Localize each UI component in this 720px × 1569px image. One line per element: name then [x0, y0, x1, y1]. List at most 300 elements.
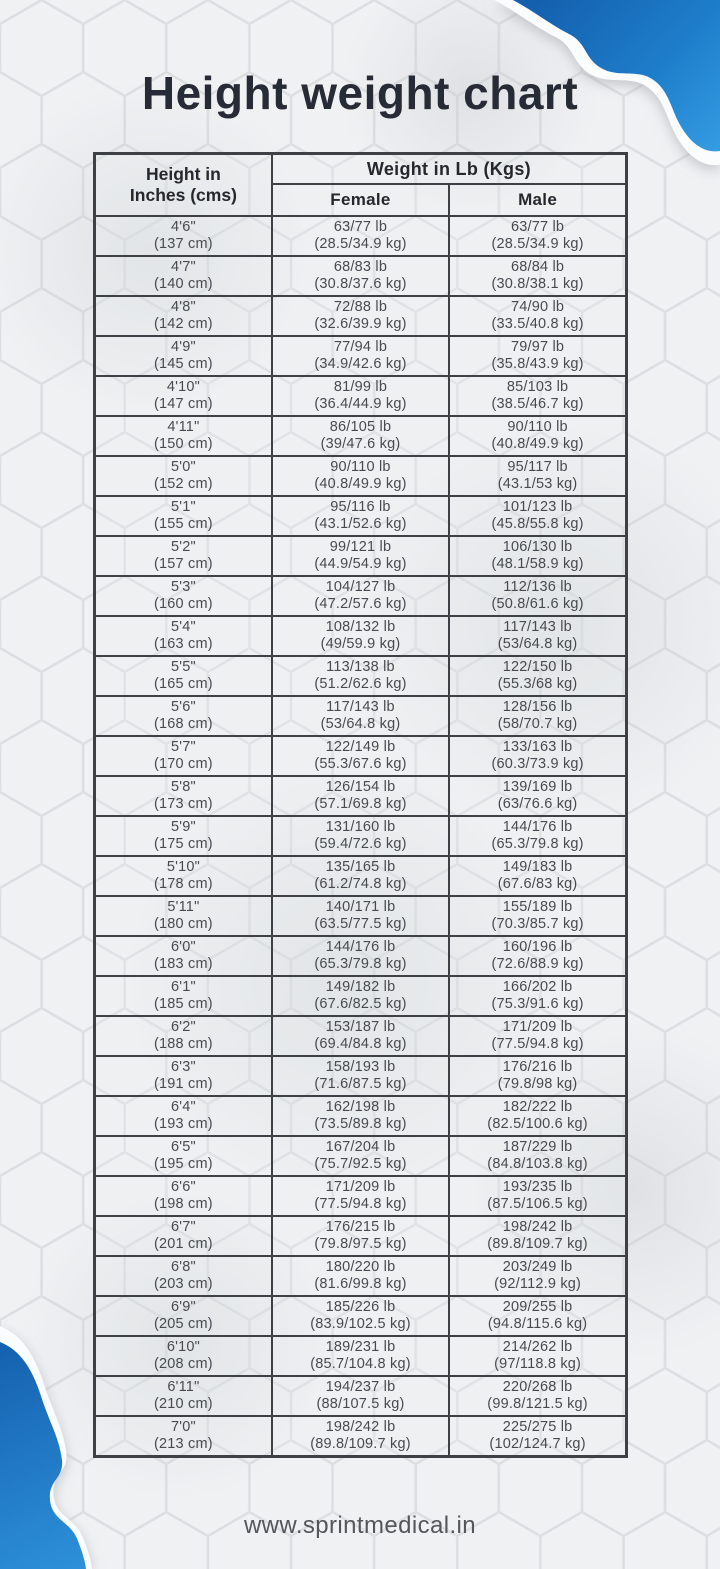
table-row [95, 976, 627, 1016]
height-weight-table [93, 152, 628, 1458]
height-cell-primary: 5'6" [170, 699, 196, 715]
female-weight-cell-secondary: (85.7/104.8 kg) [310, 1356, 411, 1372]
female-weight-cell [272, 936, 449, 976]
female-weight-cell-secondary: (88/107.5 kg) [316, 1396, 405, 1412]
height-cell [95, 296, 272, 336]
male-weight-cell [449, 1416, 626, 1457]
male-weight-cell-secondary: (94.8/115.6 kg) [487, 1316, 588, 1332]
female-weight-cell-primary: 185/226 lb [325, 1299, 396, 1315]
height-cell [95, 536, 272, 576]
female-weight-cell [272, 456, 449, 496]
female-weight-cell [272, 1176, 449, 1216]
table-row [95, 776, 627, 816]
male-weight-cell-primary: 203/249 lb [502, 1259, 573, 1275]
female-weight-cell-secondary: (63.5/77.5 kg) [314, 916, 407, 932]
male-weight-cell [449, 1056, 626, 1096]
female-weight-cell-secondary: (57.1/69.8 kg) [314, 796, 407, 812]
female-weight-cell [272, 816, 449, 856]
male-weight-cell-secondary: (89.8/109.7 kg) [487, 1236, 588, 1252]
height-cell [95, 1416, 272, 1457]
height-cell-primary: 6'6" [170, 1179, 196, 1195]
height-cell [95, 1376, 272, 1416]
height-cell-secondary: (168 cm) [154, 716, 213, 732]
table-row [95, 856, 627, 896]
male-weight-cell-primary: 128/156 lb [502, 699, 573, 715]
female-weight-cell [272, 896, 449, 936]
height-cell [95, 1256, 272, 1296]
male-weight-cell [449, 736, 626, 776]
height-cell-secondary: (152 cm) [154, 476, 213, 492]
male-weight-cell-primary: 176/216 lb [502, 1059, 573, 1075]
height-cell-primary: 5'4" [170, 619, 196, 635]
female-weight-cell-secondary: (71.6/87.5 kg) [314, 1076, 407, 1092]
height-cell [95, 1096, 272, 1136]
female-weight-cell-primary: 99/121 lb [329, 539, 392, 555]
table-row [95, 1336, 627, 1376]
height-cell-secondary: (137 cm) [154, 236, 213, 252]
female-weight-cell-secondary: (79.8/97.5 kg) [314, 1236, 407, 1252]
height-cell-primary: 4'10" [166, 379, 200, 395]
table-row [95, 1016, 627, 1056]
female-weight-cell [272, 536, 449, 576]
height-cell-secondary: (175 cm) [154, 836, 213, 852]
height-cell-secondary: (178 cm) [154, 876, 213, 892]
female-weight-cell-primary: 158/193 lb [325, 1059, 396, 1075]
female-weight-cell-primary: 176/215 lb [325, 1219, 396, 1235]
female-weight-cell-primary: 140/171 lb [325, 899, 396, 915]
male-weight-cell [449, 1296, 626, 1336]
male-weight-cell-primary: 193/235 lb [502, 1179, 573, 1195]
male-weight-cell-secondary: (84.8/103.8 kg) [487, 1156, 588, 1172]
female-weight-cell-secondary: (73.5/89.8 kg) [314, 1116, 407, 1132]
female-weight-cell-secondary: (39/47.6 kg) [320, 436, 401, 452]
male-weight-cell-secondary: (30.8/38.1 kg) [491, 276, 584, 292]
height-cell [95, 336, 272, 376]
female-weight-cell-primary: 126/154 lb [325, 779, 396, 795]
height-cell-secondary: (203 cm) [154, 1276, 213, 1292]
male-weight-cell-secondary: (28.5/34.9 kg) [491, 236, 584, 252]
height-cell-secondary: (201 cm) [154, 1236, 213, 1252]
male-weight-cell-primary: 139/169 lb [502, 779, 573, 795]
height-cell-primary: 6'8" [170, 1259, 196, 1275]
website-url: www.sprintmedical.in [243, 1512, 477, 1539]
table-row [95, 576, 627, 616]
male-weight-cell [449, 1096, 626, 1136]
male-weight-cell-secondary: (53/64.8 kg) [497, 636, 578, 652]
male-weight-cell-secondary: (77.5/94.8 kg) [491, 1036, 584, 1052]
male-weight-cell [449, 1336, 626, 1376]
male-weight-cell [449, 856, 626, 896]
page-title: Height weight chart [141, 67, 579, 119]
table-row [95, 416, 627, 456]
male-weight-cell [449, 896, 626, 936]
table-row [95, 1056, 627, 1096]
height-cell-secondary: (160 cm) [154, 596, 213, 612]
height-cell [95, 416, 272, 456]
male-weight-cell [449, 656, 626, 696]
height-cell-primary: 5'9" [170, 819, 196, 835]
male-weight-cell-primary: 122/150 lb [502, 659, 573, 675]
height-cell-secondary: (170 cm) [154, 756, 213, 772]
male-weight-cell [449, 576, 626, 616]
height-cell [95, 496, 272, 536]
height-cell-secondary: (150 cm) [154, 436, 213, 452]
male-weight-cell-secondary: (63/76.6 kg) [497, 796, 578, 812]
height-cell [95, 1056, 272, 1096]
table-row [95, 1176, 627, 1216]
male-weight-cell-secondary: (43.1/53 kg) [497, 476, 578, 492]
table-row [95, 1136, 627, 1176]
table-row [95, 536, 627, 576]
male-weight-cell [449, 1176, 626, 1216]
female-weight-cell-primary: 194/237 lb [325, 1379, 396, 1395]
height-cell-primary: 5'8" [170, 779, 196, 795]
male-weight-cell-primary: 85/103 lb [506, 379, 569, 395]
male-column-header: Male [449, 184, 626, 216]
female-weight-cell-secondary: (51.2/62.6 kg) [314, 676, 407, 692]
height-cell-primary: 6'7" [170, 1219, 196, 1235]
male-weight-cell-secondary: (33.5/40.8 kg) [491, 316, 584, 332]
female-weight-cell [272, 576, 449, 616]
male-weight-cell [449, 256, 626, 296]
table-row [95, 216, 627, 256]
male-weight-cell [449, 496, 626, 536]
male-weight-cell-secondary: (97/118.8 kg) [494, 1356, 582, 1372]
height-cell-secondary: (183 cm) [154, 956, 213, 972]
male-weight-cell-secondary: (82.5/100.6 kg) [487, 1116, 588, 1132]
female-weight-cell-secondary: (59.4/72.6 kg) [314, 836, 407, 852]
male-weight-cell-primary: 160/196 lb [502, 939, 573, 955]
height-cell [95, 976, 272, 1016]
female-weight-cell [272, 1216, 449, 1256]
height-cell-secondary: (180 cm) [154, 916, 213, 932]
height-cell [95, 656, 272, 696]
height-cell [95, 936, 272, 976]
table-row [95, 696, 627, 736]
female-weight-cell-secondary: (65.3/79.8 kg) [314, 956, 407, 972]
height-cell [95, 1296, 272, 1336]
male-weight-cell [449, 536, 626, 576]
height-cell [95, 1176, 272, 1216]
male-weight-cell-primary: 63/77 lb [510, 219, 565, 235]
male-weight-cell [449, 616, 626, 656]
female-weight-cell [272, 216, 449, 256]
height-cell [95, 216, 272, 256]
male-weight-cell-primary: 220/268 lb [502, 1379, 573, 1395]
height-cell-primary: 6'4" [170, 1099, 196, 1115]
female-weight-cell [272, 696, 449, 736]
height-cell [95, 456, 272, 496]
height-cell-primary: 6'3" [170, 1059, 196, 1075]
height-cell-primary: 5'1" [170, 499, 196, 515]
female-weight-cell-secondary: (77.5/94.8 kg) [314, 1196, 407, 1212]
female-weight-cell [272, 336, 449, 376]
female-weight-cell [272, 976, 449, 1016]
male-weight-cell-secondary: (45.8/55.8 kg) [491, 516, 584, 532]
table-row [95, 456, 627, 496]
height-cell-secondary: (165 cm) [154, 676, 213, 692]
male-weight-cell [449, 336, 626, 376]
female-weight-cell-secondary: (75.7/92.5 kg) [314, 1156, 407, 1172]
female-weight-cell [272, 376, 449, 416]
male-weight-cell-secondary: (92/112.9 kg) [494, 1276, 582, 1292]
female-weight-cell-secondary: (83.9/102.5 kg) [310, 1316, 411, 1332]
female-weight-cell-secondary: (69.4/84.8 kg) [314, 1036, 407, 1052]
height-cell-primary: 5'5" [170, 659, 196, 675]
female-weight-cell-primary: 81/99 lb [333, 379, 388, 395]
weight-group-header: Weight in Lb (Kgs) [272, 154, 627, 185]
height-cell-secondary: (140 cm) [154, 276, 213, 292]
height-cell [95, 816, 272, 856]
height-cell [95, 696, 272, 736]
male-weight-cell-primary: 90/110 lb [507, 419, 568, 435]
height-cell-primary: 5'0" [170, 459, 196, 475]
height-cell [95, 896, 272, 936]
male-weight-cell-primary: 214/262 lb [502, 1339, 573, 1355]
male-weight-cell-secondary: (72.6/88.9 kg) [491, 956, 584, 972]
male-weight-cell-primary: 79/97 lb [510, 339, 565, 355]
female-weight-cell [272, 1336, 449, 1376]
female-weight-cell [272, 1296, 449, 1336]
height-cell-secondary: (147 cm) [154, 396, 213, 412]
height-cell [95, 1016, 272, 1056]
height-cell-secondary: (145 cm) [154, 356, 213, 372]
male-weight-cell-secondary: (38.5/46.7 kg) [491, 396, 584, 412]
height-cell-secondary: (213 cm) [154, 1436, 213, 1452]
female-weight-cell-primary: 72/88 lb [333, 299, 388, 315]
male-weight-cell-primary: 225/275 lb [502, 1419, 573, 1435]
table-row [95, 656, 627, 696]
height-cell-secondary: (205 cm) [154, 1316, 213, 1332]
height-column-header-line2: Inches (cms) [129, 185, 237, 205]
female-weight-cell-primary: 135/165 lb [325, 859, 396, 875]
female-weight-cell [272, 856, 449, 896]
female-weight-cell [272, 1096, 449, 1136]
height-cell-primary: 5'7" [170, 739, 196, 755]
male-weight-cell [449, 1016, 626, 1056]
female-weight-cell-primary: 95/116 lb [330, 499, 391, 515]
height-column-header [95, 154, 272, 217]
male-weight-cell [449, 1136, 626, 1176]
male-weight-cell-secondary: (67.6/83 kg) [497, 876, 578, 892]
table-header [95, 154, 627, 217]
height-cell-secondary: (193 cm) [154, 1116, 213, 1132]
male-weight-cell-secondary: (75.3/91.6 kg) [491, 996, 584, 1012]
female-column-header: Female [272, 184, 449, 216]
female-weight-cell [272, 776, 449, 816]
height-cell-primary: 4'7" [170, 259, 196, 275]
height-cell-secondary: (210 cm) [154, 1396, 213, 1412]
female-weight-cell [272, 656, 449, 696]
male-weight-cell [449, 1216, 626, 1256]
height-column-header-line1: Height in [145, 164, 221, 184]
female-weight-cell [272, 256, 449, 296]
female-weight-cell [272, 1056, 449, 1096]
female-weight-cell [272, 1256, 449, 1296]
male-weight-cell-secondary: (65.3/79.8 kg) [491, 836, 584, 852]
height-cell [95, 576, 272, 616]
female-weight-cell-secondary: (28.5/34.9 kg) [314, 236, 407, 252]
male-weight-cell-primary: 209/255 lb [502, 1299, 573, 1315]
female-weight-cell-primary: 122/149 lb [325, 739, 396, 755]
male-weight-cell [449, 376, 626, 416]
male-weight-cell-secondary: (58/70.7 kg) [497, 716, 578, 732]
height-cell-secondary: (157 cm) [154, 556, 213, 572]
male-weight-cell [449, 1256, 626, 1296]
female-weight-cell-primary: 117/143 lb [326, 699, 395, 715]
female-weight-cell [272, 416, 449, 456]
male-weight-cell-secondary: (70.3/85.7 kg) [491, 916, 584, 932]
height-cell-secondary: (163 cm) [154, 636, 213, 652]
height-cell-primary: 4'8" [170, 299, 196, 315]
male-weight-cell-primary: 166/202 lb [502, 979, 573, 995]
male-weight-cell [449, 416, 626, 456]
height-cell [95, 1216, 272, 1256]
male-weight-cell-primary: 74/90 lb [510, 299, 565, 315]
female-weight-cell-secondary: (81.6/99.8 kg) [314, 1276, 407, 1292]
height-cell-primary: 4'11" [167, 419, 200, 435]
male-weight-cell-secondary: (55.3/68 kg) [497, 676, 578, 692]
height-cell-primary: 4'6" [170, 219, 196, 235]
height-cell-secondary: (188 cm) [154, 1036, 213, 1052]
table-row [95, 736, 627, 776]
table-row [95, 896, 627, 936]
female-weight-cell-primary: 90/110 lb [330, 459, 391, 475]
female-weight-cell [272, 1136, 449, 1176]
male-weight-cell [449, 1376, 626, 1416]
male-weight-cell-primary: 187/229 lb [502, 1139, 573, 1155]
female-weight-cell-primary: 63/77 lb [333, 219, 388, 235]
height-cell-secondary: (155 cm) [154, 516, 213, 532]
height-cell-primary: 6'10" [166, 1339, 200, 1355]
male-weight-cell-secondary: (60.3/73.9 kg) [491, 756, 584, 772]
table-row [95, 1416, 627, 1457]
female-weight-cell-primary: 68/83 lb [333, 259, 388, 275]
female-weight-cell-primary: 77/94 lb [333, 339, 388, 355]
table-row [95, 1216, 627, 1256]
male-weight-cell-primary: 112/136 lb [503, 579, 572, 595]
table-row [95, 336, 627, 376]
height-cell [95, 256, 272, 296]
table-row [95, 496, 627, 536]
table-row [95, 1096, 627, 1136]
female-weight-cell [272, 1376, 449, 1416]
male-weight-cell [449, 936, 626, 976]
table-row [95, 936, 627, 976]
male-weight-cell-secondary: (35.8/43.9 kg) [491, 356, 584, 372]
female-weight-cell-primary: 108/132 lb [325, 619, 396, 635]
female-weight-cell-primary: 104/127 lb [325, 579, 396, 595]
female-weight-cell [272, 1016, 449, 1056]
table-row [95, 256, 627, 296]
male-weight-cell-primary: 133/163 lb [502, 739, 573, 755]
male-weight-cell-secondary: (48.1/58.9 kg) [491, 556, 584, 572]
female-weight-cell-primary: 144/176 lb [325, 939, 396, 955]
male-weight-cell-primary: 95/117 lb [507, 459, 568, 475]
male-weight-cell-secondary: (50.8/61.6 kg) [491, 596, 584, 612]
male-weight-cell [449, 776, 626, 816]
female-weight-cell-secondary: (49/59.9 kg) [320, 636, 401, 652]
female-weight-cell-secondary: (55.3/67.6 kg) [314, 756, 407, 772]
male-weight-cell-secondary: (87.5/106.5 kg) [487, 1196, 588, 1212]
female-weight-cell-primary: 131/160 lb [325, 819, 396, 835]
female-weight-cell-secondary: (36.4/44.9 kg) [314, 396, 407, 412]
height-cell-primary: 6'5" [170, 1139, 196, 1155]
male-weight-cell-primary: 101/123 lb [502, 499, 573, 515]
female-weight-cell-secondary: (32.6/39.9 kg) [314, 316, 407, 332]
female-weight-cell-primary: 86/105 lb [329, 419, 392, 435]
height-cell [95, 736, 272, 776]
female-weight-cell-secondary: (61.2/74.8 kg) [314, 876, 407, 892]
female-weight-cell-secondary: (47.2/57.6 kg) [314, 596, 407, 612]
female-weight-cell-primary: 180/220 lb [325, 1259, 396, 1275]
male-weight-cell-secondary: (40.8/49.9 kg) [491, 436, 584, 452]
female-weight-cell-secondary: (40.8/49.9 kg) [314, 476, 407, 492]
table-row [95, 1296, 627, 1336]
male-weight-cell [449, 216, 626, 256]
male-weight-cell-primary: 149/183 lb [502, 859, 573, 875]
male-weight-cell [449, 296, 626, 336]
height-cell-secondary: (208 cm) [154, 1356, 213, 1372]
height-cell-primary: 4'9" [170, 339, 196, 355]
female-weight-cell-primary: 198/242 lb [325, 1419, 396, 1435]
male-weight-cell-primary: 117/143 lb [503, 619, 572, 635]
height-cell-secondary: (185 cm) [154, 996, 213, 1012]
female-weight-cell-primary: 171/209 lb [325, 1179, 396, 1195]
male-weight-cell-secondary: (102/124.7 kg) [489, 1436, 586, 1452]
female-weight-cell-secondary: (34.9/42.6 kg) [314, 356, 407, 372]
table-row [95, 376, 627, 416]
height-cell-primary: 6'1" [170, 979, 196, 995]
male-weight-cell-primary: 155/189 lb [502, 899, 573, 915]
height-cell-primary: 6'2" [170, 1019, 196, 1035]
female-weight-cell-secondary: (67.6/82.5 kg) [314, 996, 407, 1012]
male-weight-cell-primary: 106/130 lb [502, 539, 573, 555]
female-weight-cell-secondary: (30.8/37.6 kg) [314, 276, 407, 292]
female-weight-cell-secondary: (53/64.8 kg) [320, 716, 401, 732]
height-cell [95, 776, 272, 816]
female-weight-cell-secondary: (89.8/109.7 kg) [310, 1436, 411, 1452]
male-weight-cell [449, 976, 626, 1016]
female-weight-cell-primary: 113/138 lb [326, 659, 395, 675]
height-cell-primary: 6'11" [167, 1379, 200, 1395]
height-cell-primary: 7'0" [170, 1419, 196, 1435]
male-weight-cell [449, 696, 626, 736]
male-weight-cell-primary: 182/222 lb [502, 1099, 573, 1115]
height-cell-primary: 5'11" [167, 899, 200, 915]
male-weight-cell-secondary: (99.8/121.5 kg) [487, 1396, 588, 1412]
female-weight-cell-primary: 162/198 lb [325, 1099, 396, 1115]
female-weight-cell [272, 616, 449, 656]
height-cell-secondary: (191 cm) [154, 1076, 213, 1092]
table-row [95, 616, 627, 656]
female-weight-cell [272, 296, 449, 336]
table-row [95, 1376, 627, 1416]
height-cell-secondary: (142 cm) [154, 316, 213, 332]
height-cell-primary: 6'9" [170, 1299, 196, 1315]
female-weight-cell [272, 1416, 449, 1457]
female-weight-cell-primary: 189/231 lb [325, 1339, 396, 1355]
male-weight-cell [449, 456, 626, 496]
table-body [95, 216, 627, 1457]
female-weight-cell-primary: 167/204 lb [325, 1139, 396, 1155]
male-weight-cell-primary: 144/176 lb [502, 819, 573, 835]
height-cell-primary: 5'2" [170, 539, 196, 555]
female-weight-cell-secondary: (43.1/52.6 kg) [314, 516, 407, 532]
height-cell-primary: 6'0" [170, 939, 196, 955]
height-cell-secondary: (173 cm) [154, 796, 213, 812]
male-weight-cell-secondary: (79.8/98 kg) [497, 1076, 578, 1092]
